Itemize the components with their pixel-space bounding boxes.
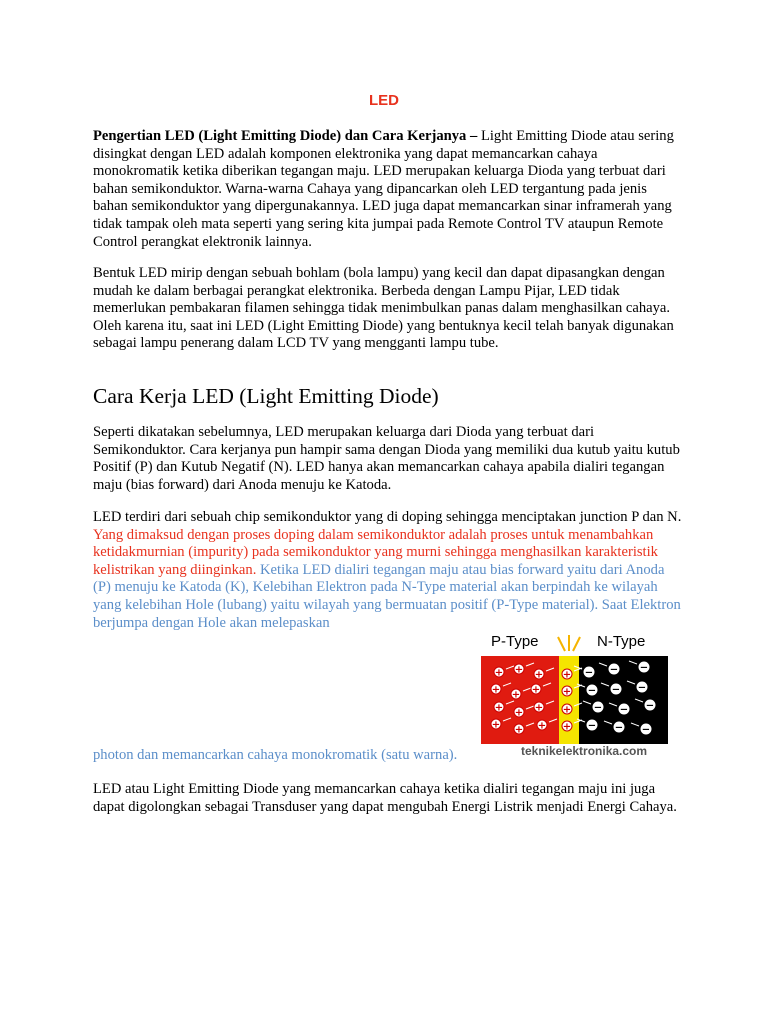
paragraph-photon: photon dan memancarkan cahaya monokromatik (satu warna). [93, 747, 458, 763]
svg-text:−: − [645, 700, 655, 712]
svg-text:−: − [637, 682, 647, 694]
paragraph-junction [93, 509, 683, 632]
svg-text:−: − [593, 702, 603, 714]
svg-text:+: + [491, 684, 501, 696]
paragraph-led-shape: Bentuk LED mirip dengan sebuah bohlam (bola lampu) yang kecil dan dapat dipasangkan dengan mudah ke dalam berbagai perangkat elektronika. Berbeda dengan Lampu Pijar, LED tidak memerlukan pembakaran filamen sehingga tidak menimbulkan panas dalam menghasilkan cahaya. Oleh karena itu, saat ini LED (Light Emitting Diode) yang bentuknya kecil telah banyak digunakan sebagai lampu penerang dalam LCD TV yang mengganti lampu tube. [93, 265, 674, 352]
junction-text: LED terdiri dari sebuah chip semikonduktor yang di doping sehingga menciptakan junction P dan N. [93, 509, 682, 525]
svg-text:−: − [587, 720, 597, 732]
svg-text:+: + [531, 684, 541, 696]
light-rays [558, 635, 580, 651]
svg-text:−: − [587, 685, 597, 697]
doping-highlight-red: Yang dimaksud dengan proses doping dalam semikonduktor adalah proses untuk menambahkan ketidakmurnian (impurity) pada semikonduktor yang murni sehingga menghasilkan karakteristik kelistrikan yang diinginkan. [93, 526, 658, 578]
svg-text:+: + [537, 720, 547, 732]
svg-text:+: + [562, 704, 572, 716]
svg-text:−: − [641, 724, 651, 736]
svg-text:−: − [609, 664, 619, 676]
svg-text:+: + [562, 686, 572, 698]
paragraph-working-principle: Seperti dikatakan sebelumnya, LED merupakan keluarga dari Dioda yang terbuat dari Semikonduktor. Cara kerjanya pun hampir sama dengan Dioda yang memiliki dua kutub yaitu kutub Positif (P) dan Kutub Negatif (N). LED hanya akan memancarkan cahaya apabila dialiri tegangan maju (bias forward) dari Anoda menuju ke Katoda. [93, 424, 680, 493]
svg-text:−: − [584, 667, 594, 679]
intro-paragraph [93, 128, 683, 251]
source-watermark: teknikelektronika.com [521, 744, 648, 758]
intro-text: Light Emitting Diode atau sering disingkat dengan LED adalah komponen elektronika yang dapat memancarkan cahaya monokromatik ketika diberikan tegangan maju. LED merupakan keluarga Dioda yang terbuat dari bahan semikonduktor. Warna-warna Cahaya yang dipancarkan oleh LED tergantung pada jenis bahan semikonduktor yang dipergunakannya. LED juga dapat memancarkan sinar inframerah yang tidak tampak oleh mata seperti yang sering kita jumpai pada Remote Control TV ataupun Remote Control perangkat elektronik lainnya. [93, 128, 674, 250]
svg-text:−: − [611, 684, 621, 696]
svg-text:+: + [562, 669, 572, 681]
svg-text:+: + [494, 667, 504, 679]
svg-text:+: + [514, 724, 524, 736]
svg-text:+: + [514, 664, 524, 676]
svg-text:−: − [614, 722, 624, 734]
svg-text:−: − [639, 662, 649, 674]
svg-text:+: + [534, 702, 544, 714]
svg-text:+: + [514, 707, 524, 719]
page-title: LED [369, 92, 399, 109]
light-ray [573, 637, 580, 651]
intro-bold-lead: Pengertian LED (Light Emitting Diode) dan Cara Kerjanya – [93, 128, 478, 144]
paragraph-transducer: LED atau Light Emitting Diode yang memancarkan cahaya ketika dialiri tegangan maju ini juga dapat digolongkan sebagai Transduser yang dapat mengubah Energi Listrik menjadi Energi Cahaya. [93, 781, 677, 815]
svg-text:+: + [511, 689, 521, 701]
section-heading: Cara Kerja LED (Light Emitting Diode) [93, 384, 439, 408]
svg-text:−: − [619, 704, 629, 716]
light-ray [558, 637, 565, 651]
svg-text:+: + [562, 721, 572, 733]
svg-text:+: + [491, 719, 501, 731]
svg-text:+: + [534, 669, 544, 681]
n-type-label: N-Type [597, 633, 646, 650]
svg-text:+: + [494, 702, 504, 714]
electron-highlight-blue: Ketika LED dialiri tegangan maju atau bias forward yaitu dari Anoda (P) menuju ke Katoda (K), Kelebihan Elektron pada N-Type material akan berpindah ke wilayah yang kelebihan Hole (lubang) yaitu wilayah yang bermuatan positif (P-Type material). Saat Elektron berjumpa dengan Hole akan melepaskan [93, 561, 681, 631]
p-type-label: P-Type [491, 633, 539, 650]
